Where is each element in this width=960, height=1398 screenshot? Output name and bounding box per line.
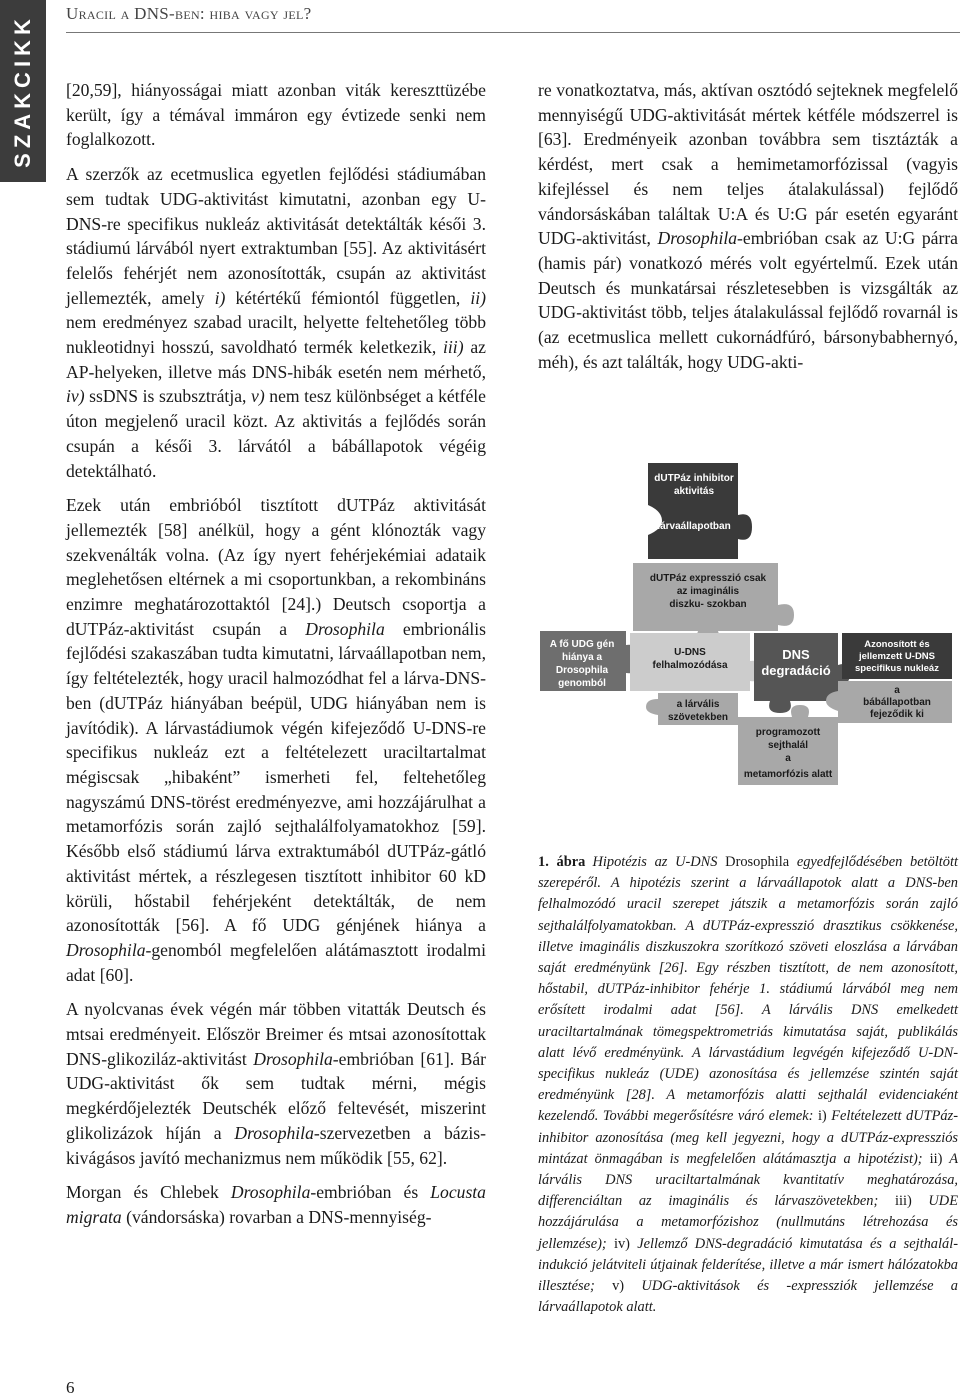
caption-text: UDG-aktivitások és -expressziók jellemzése a lárvaállapotok alatt. [538, 1278, 958, 1316]
italic-text: Drosophila [657, 228, 738, 249]
italic-text: Drosophila [230, 1182, 311, 1203]
caption-text: A lárvális DNS uraciltartalmának kvantitatív meghatározása, differenciáltan az imaginális és lárvaszövetekben; [538, 1150, 958, 1210]
text-run: kétértékű fémiontól független, [225, 287, 471, 308]
text-run: az AP-helyeken, illetve más DNS-hibák esetén nem mérhető, [66, 337, 486, 382]
running-head [66, 4, 312, 24]
fig-center-1: U-DNS [674, 647, 706, 658]
italic-text: Drosophila [253, 1048, 333, 1069]
italic-text: Drosophila [305, 618, 385, 639]
italic-text: iv) [66, 386, 85, 407]
paragraph [66, 493, 486, 987]
caption-text: iii) [894, 1193, 912, 1210]
text-run: -embrióban csak az U:G párra (hamis pár) vonatkozó mérés volt egyértelmű. Ezek után Deutsch és munkatársai részletesebben is vizsgálták az UDG-aktivitást több, teljes átalakulással fejlődő rovarnál is (az ecetmuslica mellett cukornádfúró, bársonybabhernyó, méh), és azt találták, hogy UDG-akti- [538, 228, 958, 372]
caption-text: egyedfejlődésében betöltött szerepéről. A hipotézis szerint a lárvaállapotok alatt a DNS-ben felhalmozódó uracil szerepet játszik a metamorfózis során zajló sejthalálfolyamatokban. A dUTPáz-expresszió drasztikus csökkenése, illetve imaginális diszkuszokra szorítkozó szöveti eloszlása a lárvában saját eredményünk [26]. Egy részben tisztított, de nem azonosított, hőstabil, dUTPáz-inhibitor fehérje 1. stádiumú lárvából meg nem erősített irodalmi adat [56]. A lárvális DNS emelkedett uraciltartalmának tömegspektrometriás kimutatása saját, publikálás alatt lévő eredményünk. A lárvastádium legvégén kifejeződő U-DN-specifikus nukleáz (UDE) azonosítása és jellemzése szintén saját eredményünk [28]. A metamorfózis alatti sejthalál evidenciaként kezelendő. További megerősítésre váró elemek: [538, 854, 958, 1125]
fig-dns-1: DNS [782, 647, 810, 662]
fig-left-1: A fő UDG gén [549, 639, 615, 650]
text-run: nem eredményez szabad uracilt, helyette feltehetőleg több nukleotidnyi hosszú, savoldható termék keletkezik, [66, 312, 486, 358]
text-run: Morgan és Chlebek [66, 1182, 231, 1203]
fig-left-2: hiánya a [561, 652, 603, 663]
fig-right-1: Azonosított és [864, 639, 930, 650]
italic-text: Drosophila [66, 939, 146, 960]
text-run: -embrióban és [310, 1182, 431, 1203]
text-run: (vándorsáska) rovarban a DNS-mennyiség- [121, 1206, 432, 1227]
caption-text: Hipotézis az U-DNS [592, 854, 726, 870]
text-run: embrionális fejlődési szakaszában tudta kimutatni, lárvaállapotban nem, így feltételezték, hogy uracil halmozódhat fel a lárva-DNS-ben (dUTPáz hiányában beépül, UDG hiányában nem is javítódik). A lárvastádiumok végén kifejeződő U-DNS-re specifikus nukleáz ezt a feltételezett uraciltartalmat mégiscsak „hibaként” ismerheti fel, feltehetőleg nagyszámú DNS-törést eredményezve, ami hozzájárulhat a metamorfózis során zajló sejthalálfolyamatokhoz [59]. Később első stádiumú lárva extraktumából dUTPáz-gátló aktivitást mértek, a részlegesen tisztított inhibitor 60 kD körüli, hőstabil fehérjeként detektálták, de nem azonosították [56]. A fő UDG génjének hiánya a [66, 618, 486, 936]
text-run: A nyolcvanas évek végén már többen vitatták Deutsch és mtsai eredményeit. Először Breimer és mtsai azonosítottak DNS-glikoziláz-aktivitást [66, 999, 486, 1069]
italic-text: Drosophila [234, 1122, 314, 1143]
text-run: [20,59], hiányosságai miatt azonban viták kereszttüzébe került, így a témával immáron egy évtizede senki nem foglalkozott. [66, 80, 486, 150]
text-run: re vonatkoztatva, más, aktívan osztódó sejteknek megfelelő mennyiségű UDG-aktivitását mértek kétféle módszerrel is [63]. Eredményeik azonban továbbra sem tisztázták a kérdést, mert csak a hemimetamorfózissal (vagyis kifejléssel és nem teljes átalakulással) fejlődő vándorsáskában találtak U:A és U:G pár esetén egyaránt UDG-aktivitást, [538, 80, 958, 249]
figure-caption [538, 852, 958, 1318]
text-run: -embrióban [61]. Bár UDG-aktivitást ők sem tudtak mérni, mégis megkérdőjelezték Deutschék előző feltevését, miszerint glikolizázok híján a [66, 1048, 486, 1143]
text-run: ssDNS is szubsztrátja, [84, 386, 252, 407]
italic-text: ii) [470, 287, 487, 308]
fig-right-3: specifikus nukleáz [855, 663, 939, 674]
caption-label: 1. ábra [538, 854, 586, 870]
fig-top-1: dUTPáz inhibitor [654, 473, 734, 484]
fig-center-2: felhalmozódása [652, 660, 728, 671]
fig-left-4: genomból [558, 678, 606, 689]
section-tab [0, 0, 46, 182]
fig-top-3: lárvaállapotban [657, 521, 731, 532]
italic-text: Locusta migrata [66, 1182, 486, 1227]
text-run: A szerzők az ecetmuslica egyetlen fejlődési stádiumában sem tudtak UDG-aktivitást kimutatni, azonban egy U-DNS-re specifikus nukleáz aktivitását detektálták késői 3. stádiumú lárvából nyert extraktumban [55]. Az aktivitásért felelős fehérjét nem azonosították, csupán az aktivitást jellemezték, amely [66, 164, 486, 308]
header-rule [66, 32, 960, 33]
caption-text: Feltételezett dUTPáz-inhibitor azonosítása (meg kell jegyezni, hogy a dUTPáz-expressziós mintázat önmagában is megfelelően alátámasztja a hipotézist); [538, 1108, 958, 1167]
fig-bottom-1: programozott [755, 727, 821, 738]
fig-cb-1: a lárvális [676, 699, 720, 710]
caption-text: UDE hozzájárulása a metamorfózishoz (nullmutáns létrehozása és jellemzése); [538, 1193, 958, 1252]
section-tab-label: SZAKCIKK [10, 14, 35, 168]
figure-puzzle [538, 455, 958, 825]
caption-text: v) [612, 1278, 625, 1295]
fig-rb-3: fejeződik ki [870, 709, 924, 720]
fig-rb-1: a [894, 685, 900, 696]
caption-text: iv) [613, 1235, 630, 1252]
text-run: -genomból megfelelően alátámasztott irodalmi adat [60]. [66, 939, 486, 985]
fig-rb-2: bábállapotban [863, 697, 931, 708]
paragraph [538, 78, 958, 374]
fig-bottom-4: metamorfózis alatt [743, 769, 833, 780]
text-run: nem tesz különbséget a kétféle úton megjelenő uracil közt. Az aktivitás a fejlődés során csupán a késői 3. lárvától a bábállapotok végéig detektálható. [66, 386, 486, 481]
italic-text: v) [251, 386, 265, 407]
paragraph [66, 1180, 486, 1229]
fig-mt-1: dUTPáz expresszió csak [649, 573, 767, 584]
left-column [66, 78, 486, 1230]
fig-cb-2: szövetekben [667, 712, 729, 723]
fig-left-3: Drosophila [555, 665, 609, 676]
fig-top-2: aktivitás [673, 486, 715, 497]
fig-right-2: jellemzett U-DNS [858, 651, 936, 662]
italic-text: i) [214, 287, 226, 308]
caption-text: Jellemző DNS-degradáció kimutatása és a sejthalál-indukció jelátviteli útjainak felderítése, illetve a már ismert hálózatokba illesztése; [538, 1235, 958, 1295]
fig-bottom-2: sejthalál [767, 740, 809, 751]
fig-mt-3: diszku- szokban [669, 599, 747, 610]
caption-text: Drosophila [725, 854, 790, 870]
page-number: 6 [66, 1378, 75, 1397]
fig-bottom-3: a [785, 753, 791, 764]
text-run: -szervezetben a báziskivágásos javító mechanizmus nem működik [55, 62]. [66, 1122, 486, 1168]
fig-mt-2: az imaginális [676, 586, 740, 597]
puzzle-diagram [538, 455, 958, 825]
paragraph [66, 997, 486, 1170]
running-head-text: Uracil a DNS-ben: hiba vagy jel? [66, 4, 312, 23]
right-column [538, 78, 958, 374]
italic-text: iii) [443, 337, 464, 358]
text-run: Ezek után embrióból tisztított dUTPáz aktivitását jellemezték [58] anélkül, hogy a gént klónozták vagy szekvenálták volna. (Az így nyert fehérjekémiai adataik meglehetősen eltérnek a mi csoportunkban, a rekombináns enzimre meghatározottaktól [24].) Deutsch csoportja a dUTPáz-aktivitást csupán a [66, 495, 486, 639]
caption-text: i) [817, 1108, 827, 1125]
paragraph [66, 78, 486, 152]
caption-text: ii) [929, 1150, 943, 1167]
paragraph [66, 162, 486, 483]
fig-dns-2: degradáció [761, 663, 831, 678]
